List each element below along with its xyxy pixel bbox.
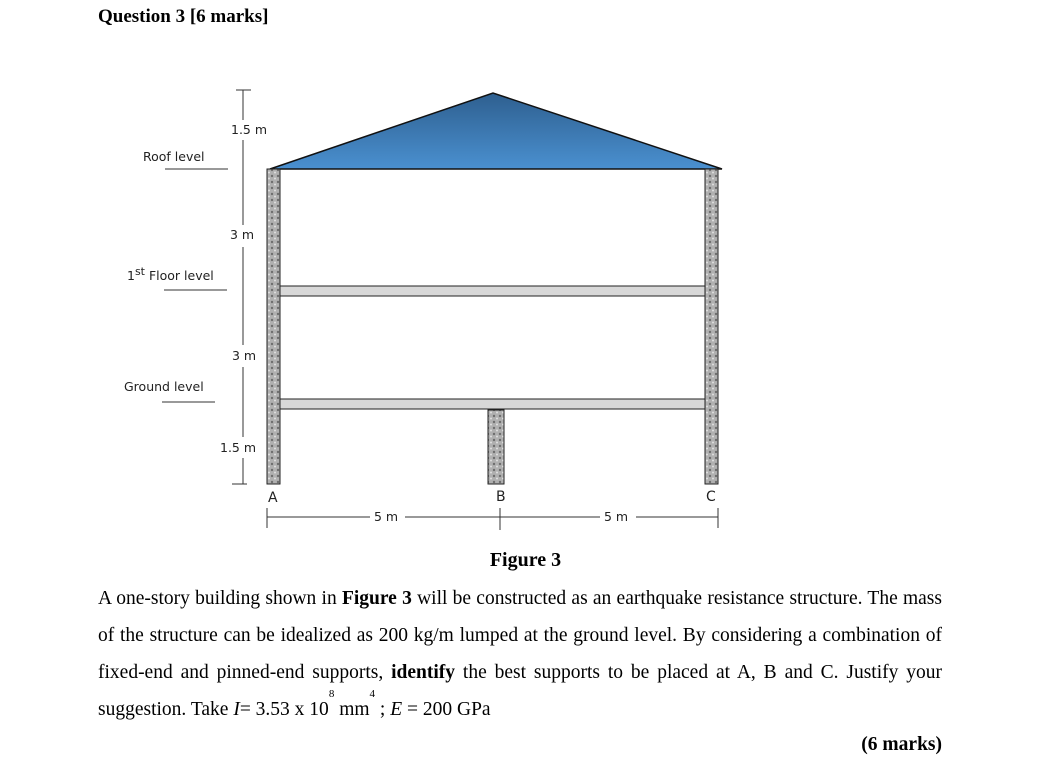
exponent: 4 xyxy=(369,688,376,700)
text: will be constructed as an earthquake resistance structure. The mass of the structure can be idealized as 200 kg/m lumped at the ground level. By considering a combination of fixed-end and pinned-end supports, xyxy=(98,588,942,683)
dim-span-ab: 5 m xyxy=(374,509,399,524)
column-b xyxy=(488,410,504,484)
horizontal-dimension-line xyxy=(267,508,718,530)
exponent: 8 xyxy=(328,688,335,700)
first-floor-sup: st xyxy=(134,265,145,278)
figure-reference: Figure 3 xyxy=(341,588,412,609)
support-c-label: C xyxy=(706,489,716,505)
level-lines xyxy=(162,169,228,402)
question-title: Question 3 [6 marks] xyxy=(98,6,269,27)
dim-roof-height: 1.5 m xyxy=(231,122,268,137)
roof xyxy=(270,93,722,169)
dim-below-ground: 1.5 m xyxy=(220,440,257,455)
support-a-label: A xyxy=(268,490,278,506)
text: the best supports to be placed at A, B and C. Justify your suggestion. Take xyxy=(98,662,942,720)
keyword-identify: identify xyxy=(391,662,456,683)
text: = 3.53 x 10 xyxy=(239,699,329,720)
ground-slab xyxy=(280,399,705,409)
figure-caption: Figure 3 xyxy=(489,549,562,571)
text: mm xyxy=(334,699,370,720)
question-paragraph xyxy=(98,580,942,728)
first-floor-rest: Floor level xyxy=(145,268,214,283)
column-a xyxy=(267,169,280,484)
column-c xyxy=(705,169,718,484)
text: A one-story building shown in xyxy=(98,588,342,609)
dim-lower-storey: 3 m xyxy=(232,348,257,363)
roof-level-label: Roof level xyxy=(143,149,205,164)
text: = 200 GPa xyxy=(402,699,491,720)
dim-upper-storey: 3 m xyxy=(230,227,255,242)
first-floor-num: 1 xyxy=(127,268,135,283)
dim-span-bc: 5 m xyxy=(604,509,629,524)
marks-label: (6 marks) xyxy=(861,734,942,755)
support-b-label: B xyxy=(496,489,506,505)
text: ; xyxy=(375,699,391,720)
symbol-e: E xyxy=(390,699,403,720)
ground-level-label: Ground level xyxy=(124,379,204,394)
symbol-i: I xyxy=(233,699,240,720)
vertical-dimension-line xyxy=(232,90,251,484)
first-floor-slab xyxy=(280,286,705,296)
first-floor-level-label xyxy=(127,265,214,283)
